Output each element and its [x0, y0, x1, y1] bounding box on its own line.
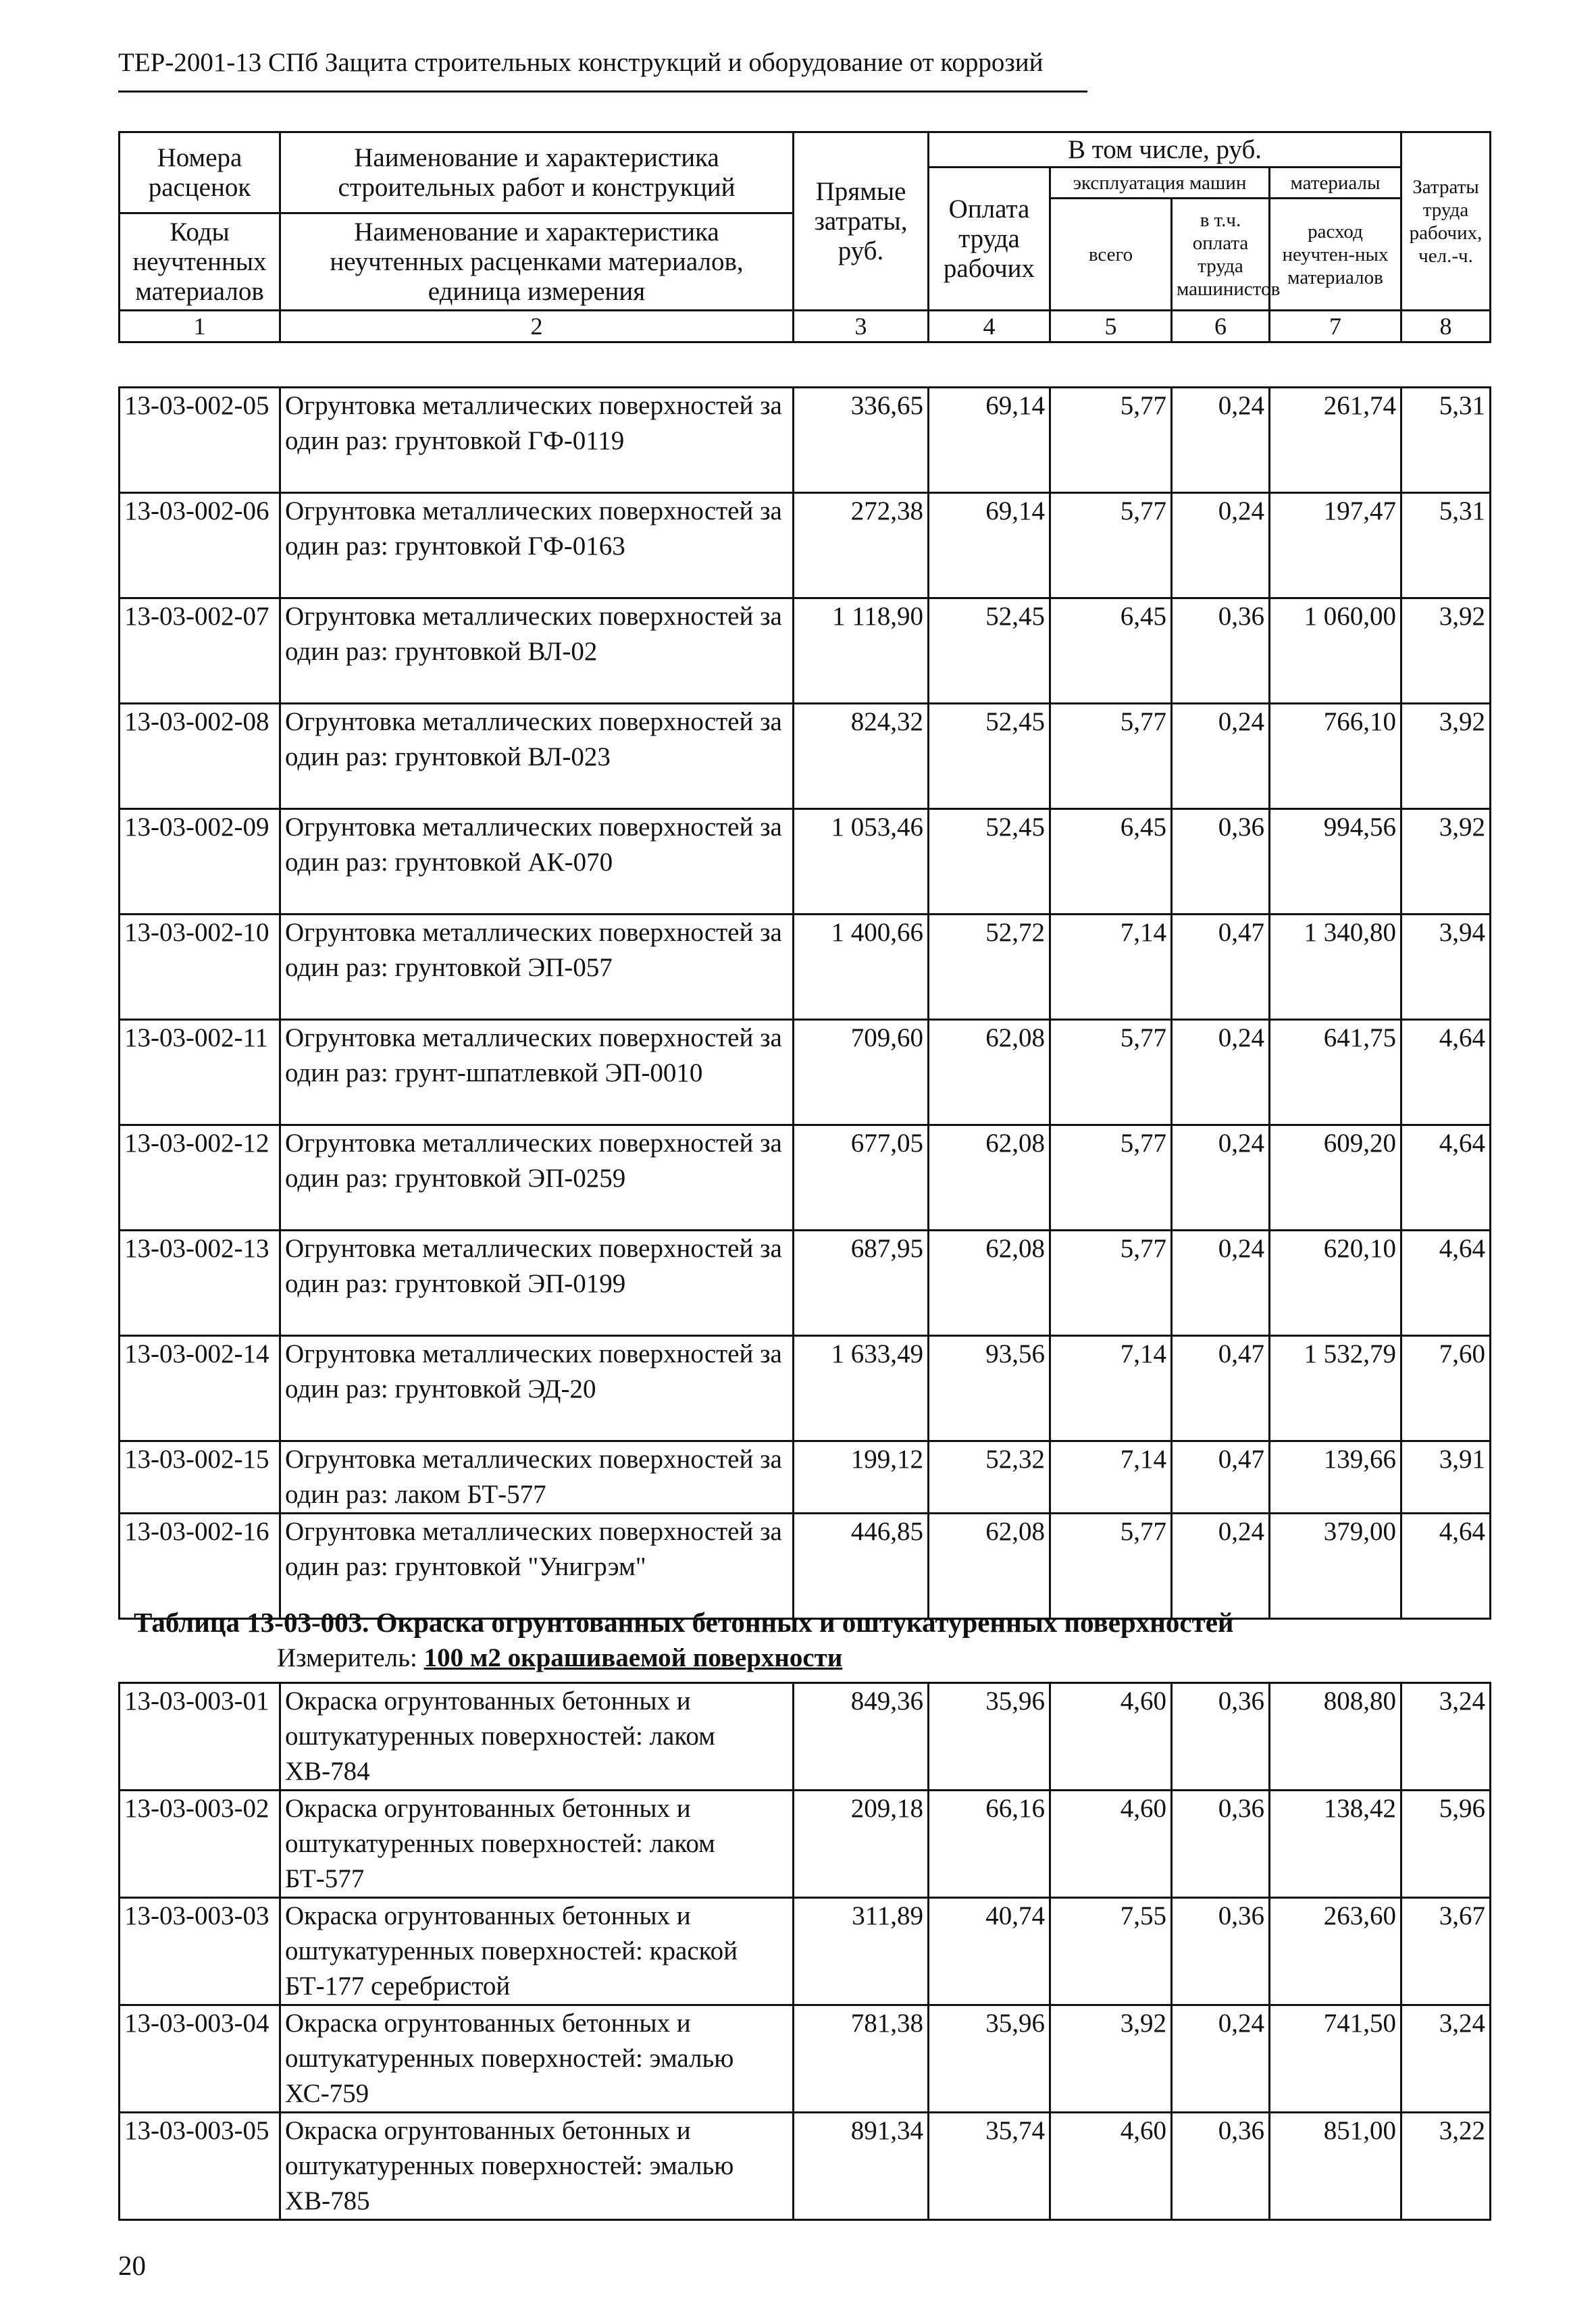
direct-costs: 1 400,66 — [794, 915, 929, 1020]
rate-code: 13-03-003-03 — [120, 1898, 280, 2005]
materials-cost: 379,00 — [1270, 1514, 1401, 1619]
table-row — [120, 388, 1491, 493]
rate-code: 13-03-002-08 — [120, 704, 280, 809]
machines-total: 7,14 — [1050, 1336, 1172, 1441]
header-including: В том числе, руб. — [929, 132, 1401, 168]
labor-hours: 3,92 — [1401, 809, 1491, 915]
machines-total: 7,14 — [1050, 1441, 1172, 1514]
table-row — [120, 2113, 1491, 2220]
labor-hours: 4,64 — [1401, 1231, 1491, 1336]
col-number: 6 — [1172, 311, 1270, 342]
direct-costs: 709,60 — [794, 1020, 929, 1125]
rate-code: 13-03-003-05 — [120, 2113, 280, 2220]
header-code-top: Номера расценок — [120, 132, 280, 213]
page-header: ТЕР-2001-13 СПб Защита строительных конструкций и оборудование от коррозий — [118, 48, 1044, 77]
materials-cost: 851,00 — [1270, 2113, 1401, 2220]
header-materials-unaccounted: расход неучтен-ных материалов — [1270, 199, 1401, 311]
labor-hours: 5,31 — [1401, 388, 1491, 493]
table-row — [120, 1231, 1491, 1336]
labor-hours: 5,31 — [1401, 493, 1491, 598]
labor-hours: 3,91 — [1401, 1441, 1491, 1514]
col-number: 1 — [120, 311, 280, 342]
materials-cost: 641,75 — [1270, 1020, 1401, 1125]
labor-hours: 4,64 — [1401, 1125, 1491, 1231]
table-row — [120, 598, 1491, 704]
header-machines-labor: в т.ч. оплата труда машинистов — [1172, 199, 1270, 311]
machines-labor-pay: 0,24 — [1172, 388, 1270, 493]
labor-pay: 52,45 — [929, 598, 1050, 704]
rate-code: 13-03-002-05 — [120, 388, 280, 493]
table-row — [120, 1125, 1491, 1231]
machines-labor-pay: 0,24 — [1172, 1125, 1270, 1231]
machines-total: 6,45 — [1050, 598, 1172, 704]
labor-pay: 62,08 — [929, 1231, 1050, 1336]
table-row — [120, 2005, 1491, 2113]
machines-labor-pay: 0,36 — [1172, 1898, 1270, 2005]
materials-cost: 808,80 — [1270, 1683, 1401, 1791]
work-name: Окраска огрунтованных бетонных и оштукатуренных поверхностей: краской БТ-177 серебристой — [280, 1898, 794, 2005]
machines-labor-pay: 0,24 — [1172, 2005, 1270, 2113]
rates-table-13-03-002 — [118, 386, 1491, 1620]
direct-costs: 687,95 — [794, 1231, 929, 1336]
machines-labor-pay: 0,36 — [1172, 1683, 1270, 1791]
direct-costs: 1 053,46 — [794, 809, 929, 915]
labor-hours: 3,67 — [1401, 1898, 1491, 2005]
table-row — [120, 1441, 1491, 1514]
work-name: Огрунтовка металлических поверхностей за один раз: грунтовкой ЭП-0259 — [280, 1125, 794, 1231]
rate-code: 13-03-002-16 — [120, 1514, 280, 1619]
table-row — [120, 1898, 1491, 2005]
direct-costs: 781,38 — [794, 2005, 929, 2113]
labor-pay: 69,14 — [929, 493, 1050, 598]
header-machines: эксплуатация машин — [1050, 168, 1270, 199]
machines-labor-pay: 0,24 — [1172, 704, 1270, 809]
labor-hours: 5,96 — [1401, 1791, 1491, 1898]
labor-hours: 4,64 — [1401, 1514, 1491, 1619]
work-name: Огрунтовка металлических поверхностей за один раз: грунтовкой ЭД-20 — [280, 1336, 794, 1441]
header-labor-hours: Затраты труда рабочих, чел.-ч. — [1401, 132, 1491, 311]
measure-value: 100 м2 окрашиваемой поверхности — [423, 1643, 843, 1672]
labor-hours: 7,60 — [1401, 1336, 1491, 1441]
direct-costs: 849,36 — [794, 1683, 929, 1791]
work-name: Огрунтовка металлических поверхностей за один раз: грунтовкой "Унигрэм" — [280, 1514, 794, 1619]
work-name: Окраска огрунтованных бетонных и оштукатуренных поверхностей: эмалью ХВ-785 — [280, 2113, 794, 2220]
direct-costs: 199,12 — [794, 1441, 929, 1514]
rate-code: 13-03-002-12 — [120, 1125, 280, 1231]
table-title: Таблица 13-03-003. Окраска огрунтованных бетонных и оштукатуренных поверхностей — [134, 1607, 1234, 1638]
labor-hours: 3,94 — [1401, 915, 1491, 1020]
direct-costs: 311,89 — [794, 1898, 929, 2005]
machines-total: 6,45 — [1050, 809, 1172, 915]
machines-labor-pay: 0,24 — [1172, 493, 1270, 598]
labor-pay: 66,16 — [929, 1791, 1050, 1898]
work-name: Окраска огрунтованных бетонных и оштукатуренных поверхностей: лаком БТ-577 — [280, 1791, 794, 1898]
work-name: Огрунтовка металлических поверхностей за один раз: грунт-шпатлевкой ЭП-0010 — [280, 1020, 794, 1125]
table-row — [120, 915, 1491, 1020]
materials-cost: 741,50 — [1270, 2005, 1401, 2113]
work-name: Огрунтовка металлических поверхностей за один раз: грунтовкой АК-070 — [280, 809, 794, 915]
materials-cost: 197,47 — [1270, 493, 1401, 598]
materials-cost: 261,74 — [1270, 388, 1401, 493]
machines-labor-pay: 0,24 — [1172, 1514, 1270, 1619]
col-number: 7 — [1270, 311, 1401, 342]
labor-pay: 93,56 — [929, 1336, 1050, 1441]
materials-cost: 139,66 — [1270, 1441, 1401, 1514]
machines-labor-pay: 0,36 — [1172, 1791, 1270, 1898]
machines-total: 7,14 — [1050, 915, 1172, 1020]
work-name: Огрунтовка металлических поверхностей за один раз: грунтовкой ВЛ-02 — [280, 598, 794, 704]
materials-cost: 766,10 — [1270, 704, 1401, 809]
work-name: Огрунтовка металлических поверхностей за один раз: грунтовкой ЭП-0199 — [280, 1231, 794, 1336]
rate-code: 13-03-003-01 — [120, 1683, 280, 1791]
materials-cost: 1 060,00 — [1270, 598, 1401, 704]
labor-hours: 3,24 — [1401, 1683, 1491, 1791]
labor-pay: 40,74 — [929, 1898, 1050, 2005]
labor-hours: 3,92 — [1401, 598, 1491, 704]
work-name: Окраска огрунтованных бетонных и оштукатуренных поверхностей: лаком ХВ-784 — [280, 1683, 794, 1791]
header-direct-costs: Прямые затраты, руб. — [794, 132, 929, 311]
labor-pay: 35,96 — [929, 1683, 1050, 1791]
direct-costs: 446,85 — [794, 1514, 929, 1619]
rate-code: 13-03-002-15 — [120, 1441, 280, 1514]
work-name: Огрунтовка металлических поверхностей за один раз: грунтовкой ВЛ-023 — [280, 704, 794, 809]
col-number: 5 — [1050, 311, 1172, 342]
header-code-bottom: Коды неучтенных материалов — [120, 213, 280, 311]
direct-costs: 1 633,49 — [794, 1336, 929, 1441]
rate-code: 13-03-002-14 — [120, 1336, 280, 1441]
machines-labor-pay: 0,47 — [1172, 915, 1270, 1020]
labor-pay: 69,14 — [929, 388, 1050, 493]
machines-total: 5,77 — [1050, 704, 1172, 809]
col-number: 3 — [794, 311, 929, 342]
col-number: 4 — [929, 311, 1050, 342]
machines-labor-pay: 0,47 — [1172, 1441, 1270, 1514]
rate-code: 13-03-002-11 — [120, 1020, 280, 1125]
table-row — [120, 1020, 1491, 1125]
direct-costs: 677,05 — [794, 1125, 929, 1231]
work-name: Огрунтовка металлических поверхностей за один раз: грунтовкой ГФ-0119 — [280, 388, 794, 493]
header-labor-pay: Оплата труда рабочих — [929, 168, 1050, 311]
rate-code: 13-03-003-02 — [120, 1791, 280, 1898]
materials-cost: 263,60 — [1270, 1898, 1401, 2005]
header-name-bottom: Наименование и характеристика неучтенных расценками материалов, единица измерения — [280, 213, 794, 311]
materials-cost: 609,20 — [1270, 1125, 1401, 1231]
machines-total: 5,77 — [1050, 1231, 1172, 1336]
rate-code: 13-03-002-13 — [120, 1231, 280, 1336]
header-name-top: Наименование и характеристика строительных работ и конструкций — [280, 132, 794, 213]
header-machines-total: всего — [1050, 199, 1172, 311]
rate-code: 13-03-002-10 — [120, 915, 280, 1020]
rate-code: 13-03-002-09 — [120, 809, 280, 915]
materials-cost: 138,42 — [1270, 1791, 1401, 1898]
labor-hours: 4,64 — [1401, 1020, 1491, 1125]
labor-hours: 3,92 — [1401, 704, 1491, 809]
direct-costs: 336,65 — [794, 388, 929, 493]
measure-line — [277, 1643, 842, 1673]
direct-costs: 1 118,90 — [794, 598, 929, 704]
table-row — [120, 704, 1491, 809]
direct-costs: 272,38 — [794, 493, 929, 598]
direct-costs: 209,18 — [794, 1791, 929, 1898]
table-row — [120, 1336, 1491, 1441]
machines-total: 7,55 — [1050, 1898, 1172, 2005]
machines-labor-pay: 0,24 — [1172, 1020, 1270, 1125]
direct-costs: 824,32 — [794, 704, 929, 809]
machines-total: 5,77 — [1050, 493, 1172, 598]
work-name: Окраска огрунтованных бетонных и оштукатуренных поверхностей: эмалью ХС-759 — [280, 2005, 794, 2113]
rate-code: 13-03-002-07 — [120, 598, 280, 704]
materials-cost: 620,10 — [1270, 1231, 1401, 1336]
header-materials: материалы — [1270, 168, 1401, 199]
machines-total: 5,77 — [1050, 1514, 1172, 1619]
labor-pay: 52,45 — [929, 809, 1050, 915]
rate-code: 13-03-002-06 — [120, 493, 280, 598]
machines-total: 3,92 — [1050, 2005, 1172, 2113]
col-number: 2 — [280, 311, 794, 342]
labor-pay: 52,32 — [929, 1441, 1050, 1514]
column-header-table — [118, 131, 1491, 343]
table-row — [120, 493, 1491, 598]
work-name: Огрунтовка металлических поверхностей за один раз: грунтовкой ГФ-0163 — [280, 493, 794, 598]
machines-labor-pay: 0,36 — [1172, 2113, 1270, 2220]
page-number: 20 — [118, 2250, 146, 2281]
labor-pay: 62,08 — [929, 1514, 1050, 1619]
col-number: 8 — [1401, 311, 1491, 342]
machines-total: 5,77 — [1050, 1125, 1172, 1231]
labor-pay: 62,08 — [929, 1020, 1050, 1125]
machines-total: 4,60 — [1050, 1791, 1172, 1898]
machines-labor-pay: 0,36 — [1172, 598, 1270, 704]
rates-table-13-03-003 — [118, 1682, 1491, 2221]
labor-pay: 35,96 — [929, 2005, 1050, 2113]
materials-cost: 1 532,79 — [1270, 1336, 1401, 1441]
machines-total: 5,77 — [1050, 388, 1172, 493]
labor-pay: 52,72 — [929, 915, 1050, 1020]
machines-labor-pay: 0,24 — [1172, 1231, 1270, 1336]
table-row — [120, 1514, 1491, 1619]
table-row — [120, 1791, 1491, 1898]
labor-hours: 3,22 — [1401, 2113, 1491, 2220]
materials-cost: 1 340,80 — [1270, 915, 1401, 1020]
materials-cost: 994,56 — [1270, 809, 1401, 915]
labor-pay: 52,45 — [929, 704, 1050, 809]
machines-labor-pay: 0,47 — [1172, 1336, 1270, 1441]
work-name: Огрунтовка металлических поверхностей за один раз: лаком БТ-577 — [280, 1441, 794, 1514]
machines-total: 5,77 — [1050, 1020, 1172, 1125]
machines-labor-pay: 0,36 — [1172, 809, 1270, 915]
table-row — [120, 809, 1491, 915]
work-name: Огрунтовка металлических поверхностей за один раз: грунтовкой ЭП-057 — [280, 915, 794, 1020]
machines-total: 4,60 — [1050, 1683, 1172, 1791]
labor-pay: 62,08 — [929, 1125, 1050, 1231]
rate-code: 13-03-003-04 — [120, 2005, 280, 2113]
direct-costs: 891,34 — [794, 2113, 929, 2220]
table-row — [120, 1683, 1491, 1791]
labor-pay: 35,74 — [929, 2113, 1050, 2220]
labor-hours: 3,24 — [1401, 2005, 1491, 2113]
measure-label: Измеритель: — [277, 1643, 417, 1672]
machines-total: 4,60 — [1050, 2113, 1172, 2220]
header-divider — [118, 91, 1087, 93]
